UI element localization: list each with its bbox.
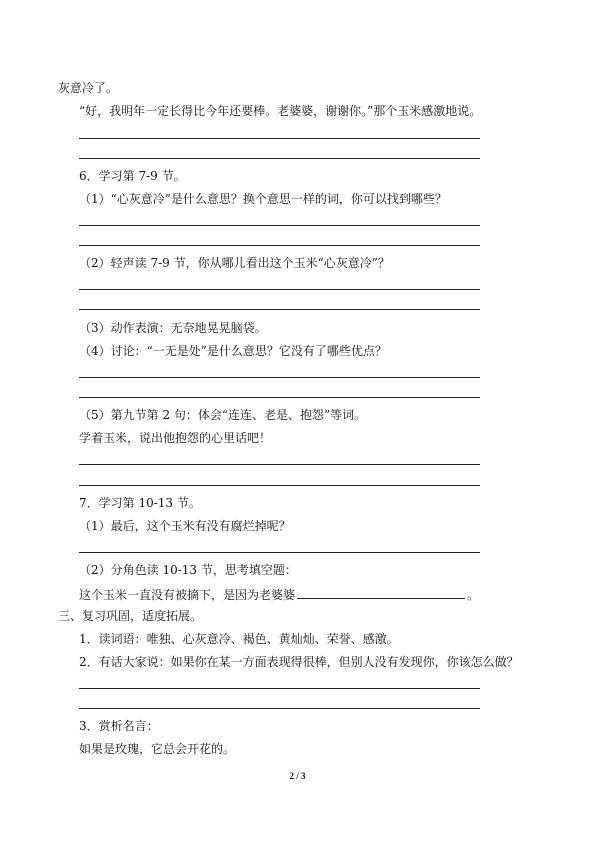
fill-in-blank: [79, 586, 479, 602]
page-number: 2 / 3: [289, 771, 306, 781]
question-heading: 6．学习第 7-9 节。: [79, 169, 186, 183]
blank-field[interactable]: [297, 586, 465, 599]
answer-line: [79, 309, 480, 310]
answer-line: [79, 225, 480, 226]
text-line: 灰意冷了。: [58, 81, 119, 95]
fill-in-text: 这个玉米一直没有被摘下，是因为老婆婆: [79, 588, 296, 602]
section-heading: 三、复习巩固，适度拓展。: [58, 609, 203, 623]
answer-line: [79, 245, 480, 246]
question-item: （4）讨论：“一无是处”是什么意思？它没有了哪些优点？: [79, 344, 387, 358]
question-item: 3．赏析名言：: [79, 719, 159, 733]
question-item: （3）动作表演：无奈地晃晃脑袋。: [79, 321, 267, 335]
answer-line: [79, 708, 480, 709]
answer-line: [79, 377, 480, 378]
answer-line: [79, 158, 480, 159]
question-item: （1）最后，这个玉米有没有腐烂掉呢？: [79, 519, 291, 533]
question-item: （1）“心灰意冷”是什么意思？换个意思一样的词，你可以找到哪些？: [79, 192, 447, 206]
answer-line: [79, 138, 480, 139]
answer-line: [79, 464, 480, 465]
quote-line: 如果是玫瑰，它总会开花的。: [79, 742, 236, 756]
question-item: 2．有话大家说：如果你在某一方面表现得很棒，但别人没有发现你，你该怎么做？: [79, 655, 519, 669]
answer-line: [79, 485, 480, 486]
question-heading: 7．学习第 10-13 节。: [79, 496, 201, 510]
text-line: 学着玉米，说出他抱怨的心里话吧！: [79, 431, 272, 445]
answer-line: [79, 289, 480, 290]
answer-line: [79, 397, 480, 398]
fill-in-end: 。: [467, 588, 480, 602]
text-line: “好，我明年一定长得比今年还要棒。老婆婆，谢谢你。”那个玉米感激地说。: [79, 104, 482, 118]
answer-line: [79, 688, 480, 689]
answer-line: [79, 552, 480, 553]
question-item: 1．读词语：唯独、心灰意冷、褐色、黄灿灿、荣誉、感激。: [79, 632, 399, 646]
question-item: （2）分角色读 10-13 节，思考填空题：: [79, 563, 297, 577]
question-item: （5）第九节第 2 句：体会“连连、老是、抱怨”等词。: [79, 408, 367, 422]
question-item: （2）轻声读 7-9 节，你从哪儿看出这个玉米“心灰意冷”？: [79, 256, 390, 270]
